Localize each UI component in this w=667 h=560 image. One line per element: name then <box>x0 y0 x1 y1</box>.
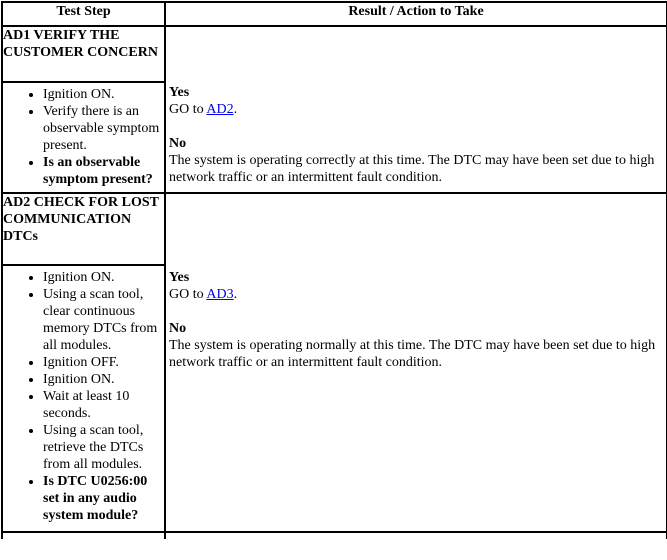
action-item: • Ignition ON. <box>43 86 164 103</box>
next-step-cell <box>2 532 165 539</box>
action-item: • Verify there is an observable symptom present. <box>43 103 164 154</box>
step-ad2-title-row <box>2 193 667 265</box>
step-ad2-yes-suffix: . <box>233 287 238 302</box>
step-ad2-action-list <box>3 269 164 524</box>
step-ad1-goto-link[interactable]: AD2 <box>206 102 234 117</box>
step-ad2-title: AD2 CHECK FOR LOST COMMUNICATION DTCs <box>2 193 165 265</box>
action-item: • Wait at least 10 seconds. <box>43 388 164 422</box>
next-step-row <box>2 532 667 539</box>
next-result-cell <box>165 532 667 539</box>
step-ad2-no-label: No <box>169 321 187 336</box>
step-ad1-no-label: No <box>169 136 187 151</box>
diagnostic-table <box>1 1 667 539</box>
step-ad1-action-list <box>3 86 164 188</box>
action-item: • Ignition ON. <box>43 371 164 388</box>
step-ad2-no-text: The system is operating normally at this time. The DTC may have been set due to high network traffic or an intermittent fault condition. <box>169 338 656 370</box>
step-ad2-yes-prefix: GO to <box>169 287 204 302</box>
action-question: • Is DTC U0256:00 set in any audio system module? <box>43 473 164 524</box>
header-test-step: Test Step <box>2 2 165 26</box>
step-ad1-yes-suffix: . <box>233 102 238 117</box>
step-ad1-title-row <box>2 26 667 82</box>
step-ad2-result <box>165 193 667 532</box>
step-ad2-goto-link[interactable]: AD3 <box>206 287 234 302</box>
step-ad1-yes-prefix: GO to <box>169 102 204 117</box>
header-result-action: Result / Action to Take <box>165 2 667 26</box>
step-ad1-title: AD1 VERIFY THE CUSTOMER CONCERN <box>2 26 165 82</box>
action-item: • Ignition OFF. <box>43 354 164 371</box>
action-item: • Using a scan tool, clear continuous memory DTCs from all modules. <box>43 286 164 354</box>
step-ad1-actions <box>2 82 165 193</box>
action-question: • Is an observable symptom present? <box>43 154 164 188</box>
header-row <box>2 2 667 26</box>
action-item: • Using a scan tool, retrieve the DTCs from all modules. <box>43 422 164 473</box>
step-ad1-yes-label: Yes <box>169 85 190 100</box>
step-ad2-yes-label: Yes <box>169 270 190 285</box>
step-ad1-no-text: The system is operating correctly at this time. The DTC may have been set due to high network traffic or an intermittent fault condition. <box>169 153 655 185</box>
step-ad1-result <box>165 26 667 193</box>
step-ad2-actions <box>2 265 165 532</box>
action-item: • Ignition ON. <box>43 269 164 286</box>
